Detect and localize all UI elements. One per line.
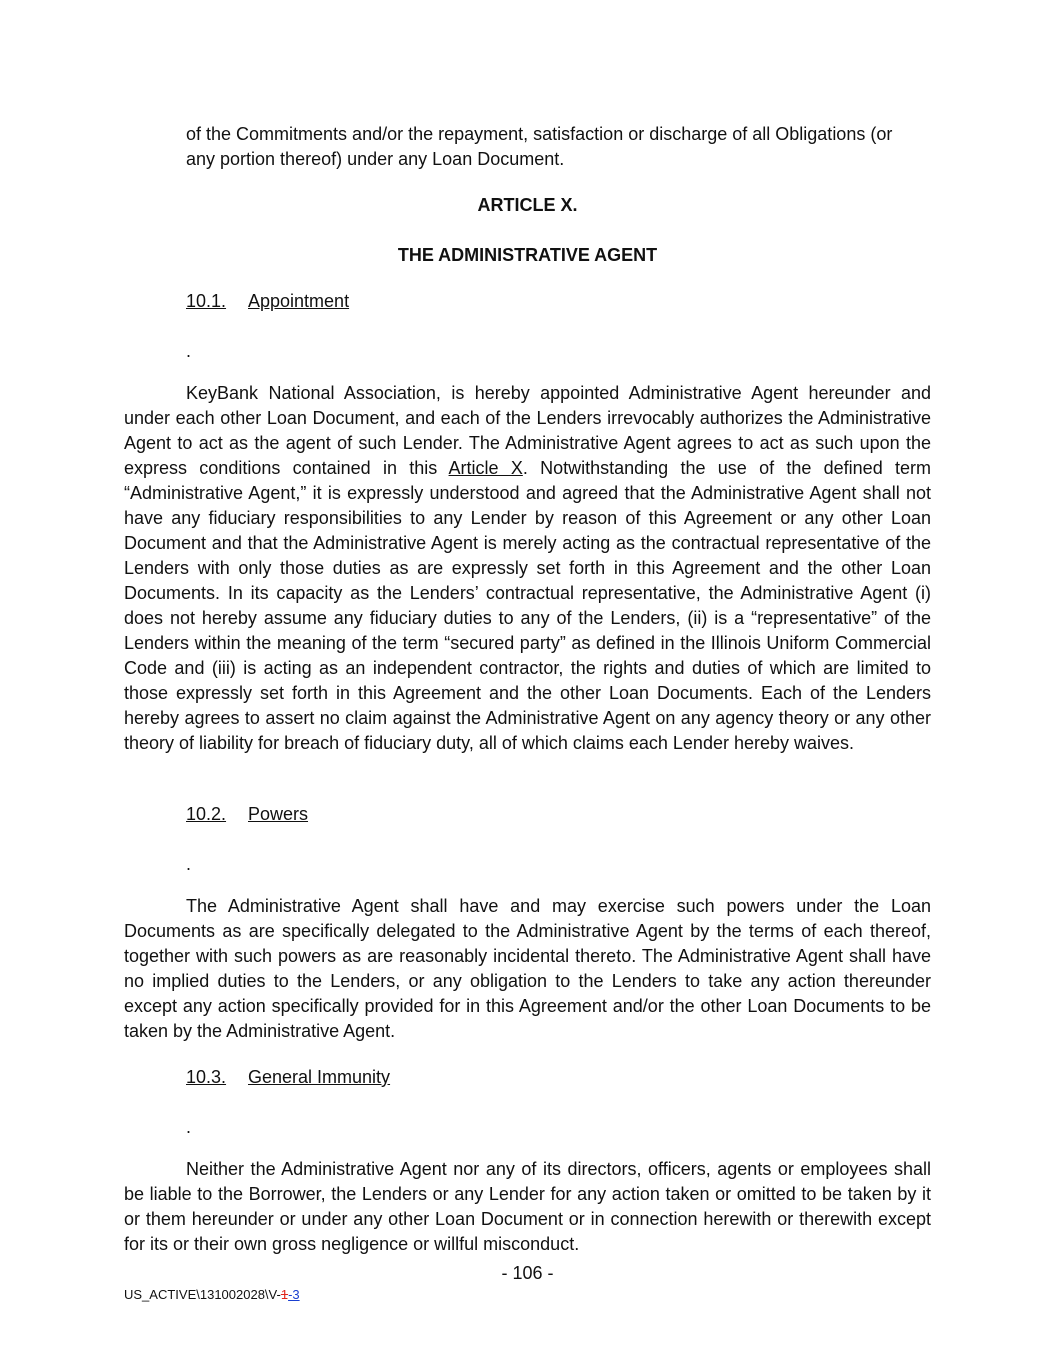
continuation-line-2: any portion thereof) under any Loan Document. (186, 149, 565, 169)
section-dot: . (186, 854, 192, 874)
section-title: General Immunity (248, 1067, 391, 1087)
section-title: Powers (248, 804, 309, 824)
section-body-10-3: Neither the Administrative Agent nor any of its directors, officers, agents or employees shall be liable to the Borrower, the Lenders or any Lender for any action taken or omitted to be taken by it or them hereunder or under any other Loan Document or in connection herewith or therewith except for its or their own gross negligence or willful misconduct. (124, 1159, 931, 1254)
body-text: . Notwithstanding the use of the defined term “Administrative Agent,” it is expressly understood and agreed that the Administrative Agent shall not have any fiduciary responsibilities to any Lender by reason of this Agreement or any other Loan Document and that the Administrative Agent is merely acting as the contractual representative of the Lenders with only those duties as are expressly set forth in this Agreement and the other Loan Documents. In its capacity as the Lenders’ contractual representative, the Administrative Agent (i) does not hereby assume any fiduciary duties to any of the Lenders, (ii) is a “representative” of the Lenders within the meaning of the term “secured party” as defined in the Illinois Uniform Commercial Code and (iii) is acting as an independent contractor, the rights and duties of which are limited to those expressly set forth in this Agreement and the other Loan Documents. Each of the Lenders hereby agrees to assert no claim against the Administrative Agent on any agency theory or any other theory of liability for breach of fiduciary duty, all of which claims each Lender hereby waives. (124, 458, 931, 753)
section-dot: . (186, 341, 192, 361)
section-heading-10-3 (186, 1065, 390, 1090)
footer-deleted-version: 1 (280, 1287, 289, 1302)
section-dot: . (186, 1117, 192, 1137)
article-reference-link: Article X (448, 458, 523, 478)
footer-inserted-version: -3 (288, 1287, 300, 1302)
section-body-10-2: The Administrative Agent shall have and may exercise such powers under the Loan Documents as are specifically delegated to the Administrative Agent by the terms of each thereof, together with such powers as are reasonably incidental thereto. The Administrative Agent shall have no implied duties to the Lenders, or any obligation to the Lenders to take any action thereunder except any action specifically provided for in this Agreement and/or the other Loan Documents to be taken by the Administrative Agent. (124, 896, 931, 1041)
article-title: THE ADMINISTRATIVE AGENT (397, 245, 658, 265)
section-title: Appointment (248, 291, 350, 311)
article-number: ARTICLE X. (477, 195, 578, 215)
section-body-10-1 (124, 381, 931, 756)
section-number: 10.2. (186, 804, 227, 824)
continuation-line-1: of the Commitments and/or the repayment, satisfaction or discharge of all Obligations (or (186, 124, 893, 144)
footer-doc-id: US_ACTIVE\131002028\V- (124, 1287, 281, 1302)
section-number: 10.1. (186, 291, 227, 311)
page-number: - 106 - (501, 1263, 554, 1283)
body-text: KeyBank National Association, is hereby appointed Administrative Agent hereunder and under each other Loan Document, and each of the Lenders irrevocably authorizes the Administrative Agent to act as the agent of such Lender. The Administrative Agent agrees to act as such upon the express conditions contained in this (124, 383, 931, 478)
section-heading-10-2 (186, 802, 308, 827)
section-number: 10.3. (186, 1067, 227, 1087)
section-heading-10-1 (186, 289, 349, 314)
document-footer-id (124, 1287, 300, 1303)
